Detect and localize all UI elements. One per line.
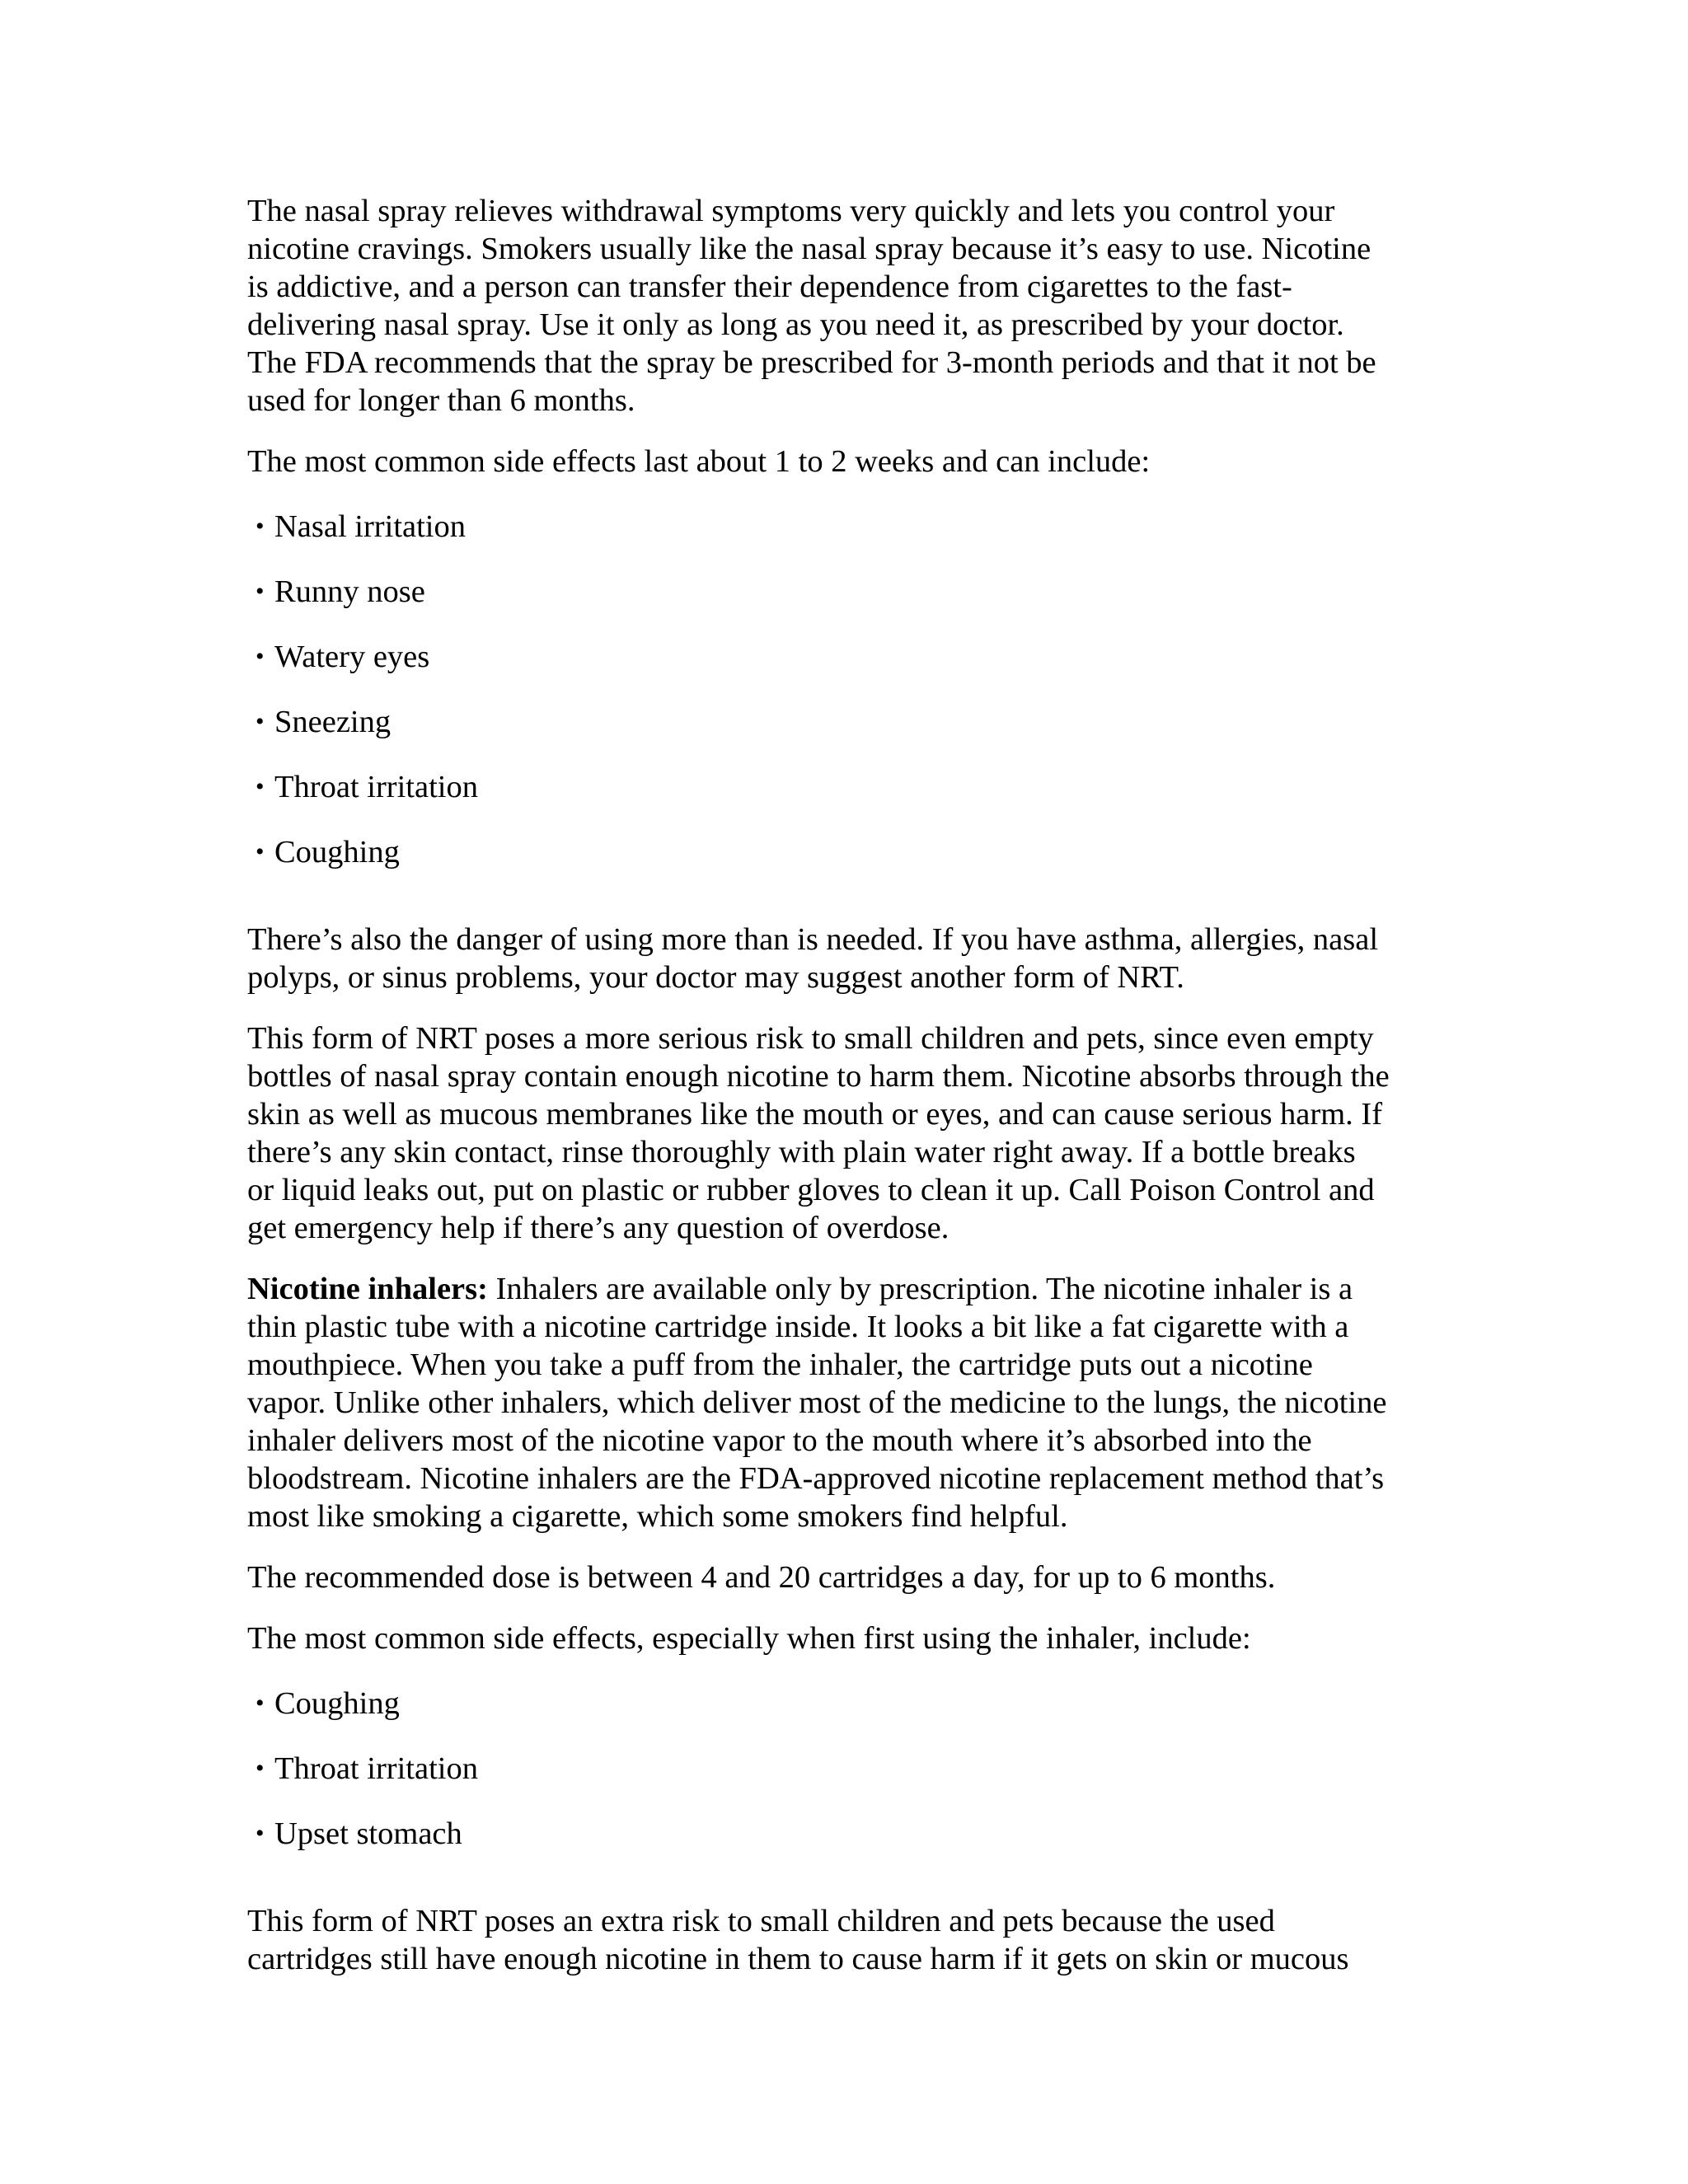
list-item-label: Runny nose <box>274 574 425 609</box>
document-page <box>247 192 1442 1978</box>
text-line: There’s also the danger of using more than is needed. If you have asthma, allergies, nasal <box>247 922 1379 957</box>
text-line <box>247 1270 1442 1308</box>
text-line: skin as well as mucous membranes like the mouth or eyes, and can cause serious harm. If <box>247 1097 1383 1132</box>
text-line: bloodstream. Nicotine inhalers are the FDA-approved nicotine replacement method that’s <box>247 1461 1385 1496</box>
list-item-label: Throat irritation <box>274 770 478 804</box>
text-line: there’s any skin contact, rinse thoroughly with plain water right away. If a bottle breaks <box>247 1135 1356 1169</box>
text-line: This form of NRT poses a more serious risk to small children and pets, since even empty <box>247 1021 1374 1056</box>
list-item <box>247 573 1442 638</box>
paragraph-inhaler-side-effects-intro <box>247 1619 1442 1657</box>
text-line: The most common side effects, especially when first using the inhaler, include: <box>247 1621 1251 1656</box>
list-item-label: Sneezing <box>274 705 392 739</box>
bullet-icon: • <box>256 643 265 670</box>
paragraph-inhaler-risk <box>247 1902 1442 1978</box>
bullet-icon: • <box>256 1820 265 1847</box>
section-heading: Nicotine inhalers: <box>247 1272 488 1306</box>
text-line: most like smoking a cigarette, which some smokers find helpful. <box>247 1499 1068 1534</box>
bullet-icon: • <box>256 513 265 540</box>
bullet-icon: • <box>256 708 265 735</box>
side-effects-list-inhaler <box>247 1685 1442 1880</box>
list-item-label: Watery eyes <box>274 640 430 674</box>
text-line: This form of NRT poses an extra risk to small children and pets because the used <box>247 1904 1275 1938</box>
paragraph-recommended-dose <box>247 1558 1442 1596</box>
text-line: cartridges still have enough nicotine in them to cause harm if it gets on skin or mucous <box>247 1942 1349 1976</box>
text-line: used for longer than 6 months. <box>247 383 635 418</box>
list-item-label: Throat irritation <box>274 1751 478 1786</box>
list-item <box>247 1815 1442 1880</box>
paragraph-nicotine-inhalers <box>247 1270 1442 1535</box>
list-item-label: Upset stomach <box>274 1816 462 1851</box>
text-line: The FDA recommends that the spray be prescribed for 3-month periods and that it not be <box>247 345 1376 380</box>
bullet-icon: • <box>256 578 265 605</box>
text-line: The nasal spray relieves withdrawal symptoms very quickly and lets you control your <box>247 194 1335 228</box>
text-line: or liquid leaks out, put on plastic or rubber gloves to clean it up. Call Poison Control and <box>247 1173 1375 1207</box>
text-run: Inhalers are available only by prescription. The nicotine inhaler is a <box>487 1272 1353 1306</box>
list-item <box>247 703 1442 768</box>
list-item <box>247 1750 1442 1815</box>
side-effects-list-nasal <box>247 508 1442 898</box>
text-line: The most common side effects last about 1 to 2 weeks and can include: <box>247 444 1151 479</box>
list-item <box>247 768 1442 833</box>
bullet-icon: • <box>256 1755 265 1782</box>
text-line: The recommended dose is between 4 and 20 cartridges a day, for up to 6 months. <box>247 1560 1276 1595</box>
list-item <box>247 508 1442 573</box>
text-line: get emergency help if there’s any question of overdose. <box>247 1211 950 1245</box>
list-item <box>247 833 1442 898</box>
text-line: polyps, or sinus problems, your doctor may suggest another form of NRT. <box>247 960 1184 995</box>
text-line: bottles of nasal spray contain enough nicotine to harm them. Nicotine absorbs through the <box>247 1059 1390 1094</box>
paragraph-nasal-spray-intro <box>247 192 1442 419</box>
text-line: mouthpiece. When you take a puff from the inhaler, the cartridge puts out a nicotine <box>247 1347 1313 1382</box>
text-line: is addictive, and a person can transfer their dependence from cigarettes to the fast- <box>247 269 1292 304</box>
bullet-icon: • <box>256 773 265 800</box>
list-item-label: Coughing <box>274 1686 400 1721</box>
bullet-icon: • <box>256 1690 265 1717</box>
paragraph-side-effects-intro <box>247 443 1442 480</box>
bullet-icon: • <box>256 838 265 865</box>
list-item <box>247 1685 1442 1750</box>
paragraph-risk-children-pets <box>247 1019 1442 1247</box>
text-line: nicotine cravings. Smokers usually like the nasal spray because it’s easy to use. Nicotine <box>247 232 1372 266</box>
paragraph-danger-overuse <box>247 921 1442 996</box>
list-item-label: Nasal irritation <box>274 509 466 544</box>
list-item-label: Coughing <box>274 835 400 869</box>
text-line: thin plastic tube with a nicotine cartridge inside. It looks a bit like a fat cigarette with a <box>247 1310 1349 1344</box>
text-line: vapor. Unlike other inhalers, which deliver most of the medicine to the lungs, the nicotine <box>247 1385 1387 1420</box>
list-item <box>247 638 1442 703</box>
text-line: inhaler delivers most of the nicotine vapor to the mouth where it’s absorbed into the <box>247 1423 1312 1458</box>
text-line: delivering nasal spray. Use it only as long as you need it, as prescribed by your doctor. <box>247 307 1344 342</box>
